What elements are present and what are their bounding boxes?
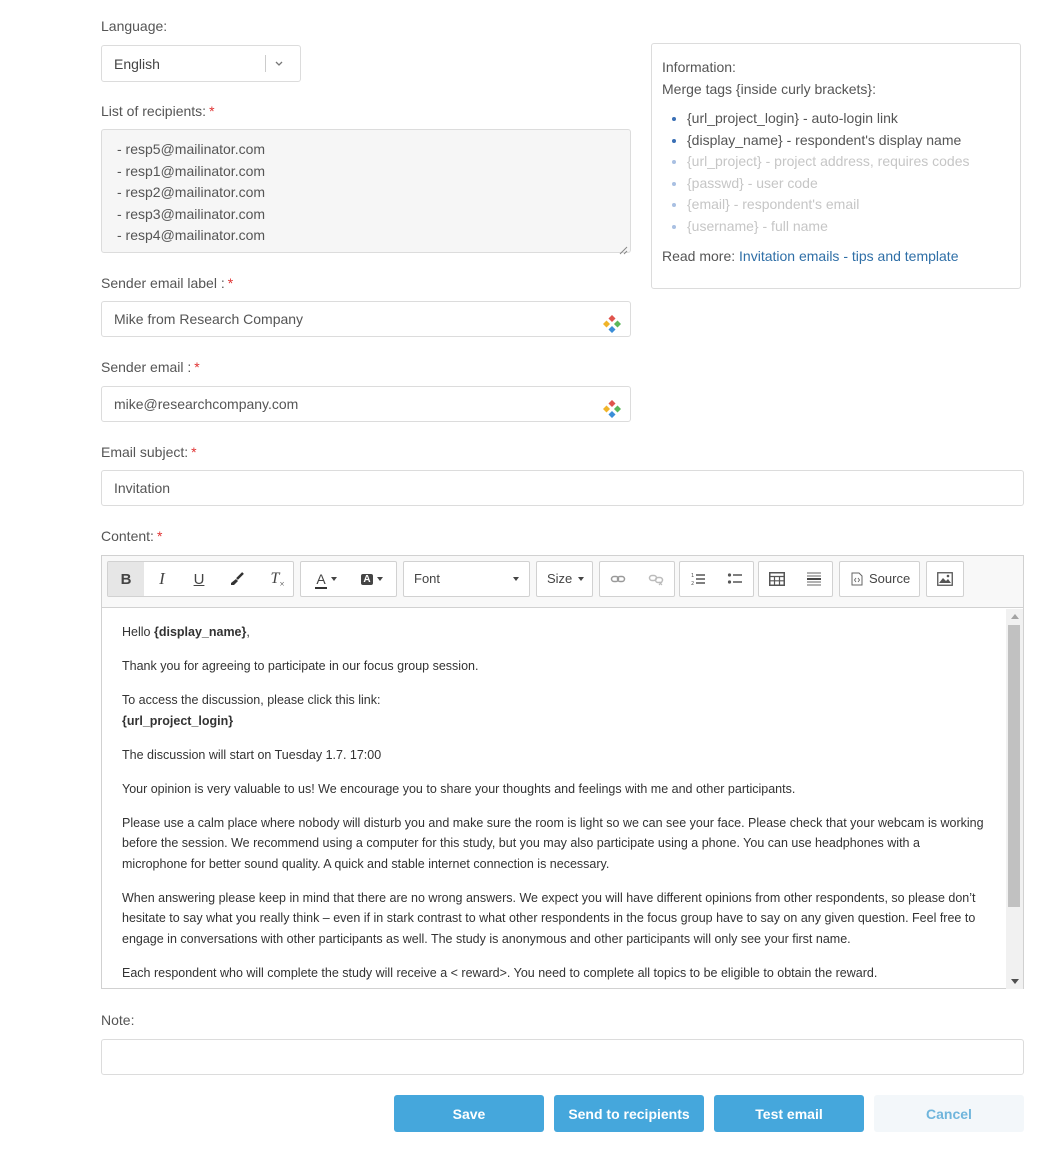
save-button[interactable]: Save	[394, 1095, 544, 1132]
brush-icon	[229, 571, 245, 587]
sender-label-input[interactable]	[101, 301, 631, 337]
table-button[interactable]	[759, 562, 795, 596]
bg-color-button[interactable]	[351, 562, 393, 596]
email-paragraph: When answering please keep in mind that there are no wrong answers. We expect you will have different opinions from other respondents, so please don’t hesitate to say what you really think – even if in stark contrast to what other respondents in the focus group have to say on any given question. Feel free to engage in conversations with other participants as well. The study is anonymous and other participants will only see your first name.	[122, 890, 976, 946]
info-title: Information:	[662, 59, 736, 75]
dropdown-arrow-icon	[513, 577, 519, 581]
source-button[interactable]	[839, 561, 920, 597]
editor-content[interactable]	[102, 609, 1005, 989]
size-combo[interactable]	[536, 561, 593, 597]
text-color-icon: A	[316, 571, 326, 587]
sender-email-input[interactable]	[101, 386, 631, 422]
merge-tag-item: • {passwd} - user code	[687, 173, 1010, 195]
bold-button[interactable]	[108, 562, 144, 596]
source-label: Source	[869, 571, 911, 586]
cancel-button[interactable]: Cancel	[874, 1095, 1024, 1132]
bullet-list-icon	[727, 571, 743, 587]
send-to-recipients-button[interactable]: Send to recipients	[554, 1095, 704, 1132]
bg-color-icon: A	[363, 573, 371, 585]
test-email-button[interactable]: Test email	[714, 1095, 864, 1132]
merge-tag-item: • {username} - full name	[687, 216, 1010, 238]
remove-format-button[interactable]	[257, 562, 293, 596]
remove-format-icon: T ×	[270, 570, 285, 589]
subject-input[interactable]	[101, 470, 1024, 506]
bold-icon: B	[120, 570, 132, 588]
toolbar-group-basic	[107, 561, 294, 597]
numbered-list-button[interactable]	[680, 562, 716, 596]
toolbar-group-insert	[758, 561, 833, 597]
svg-text:1: 1	[691, 573, 695, 579]
recipient-line: - resp3@mailinator.com	[117, 205, 266, 222]
dropdown-arrow-icon	[578, 577, 584, 581]
size-combo-label: Size	[547, 571, 573, 586]
merge-tags-info-panel	[651, 43, 1021, 289]
toolbar-group-links	[599, 561, 675, 597]
subject-value: Invitation	[114, 480, 171, 496]
font-combo[interactable]	[403, 561, 530, 597]
sender-email-value: mike@researchcompany.com	[114, 396, 299, 412]
merge-tag-item: • {email} - respondent's email	[687, 194, 1010, 216]
dropdown-arrow-icon	[377, 577, 383, 581]
recipient-line: - resp4@mailinator.com	[117, 227, 266, 243]
rich-text-editor[interactable]	[101, 555, 1024, 989]
email-paragraph: To access the discussion, please click this link: {url_project_login}	[122, 693, 381, 728]
toolbar-group-lists	[679, 561, 754, 597]
note-input[interactable]	[101, 1039, 1024, 1075]
image-icon	[937, 572, 953, 589]
sender-label-label: Sender email label : *	[101, 275, 234, 291]
recipients-textarea[interactable]	[101, 129, 631, 253]
unlink-icon	[648, 571, 664, 587]
recipient-line: - resp1@mailinator.com	[117, 162, 266, 179]
note-label: Note:	[101, 1012, 135, 1028]
email-paragraph: Please use a calm place where nobody will disturb you and make sure the room is light so we can see your face. Please check that your webcam is working before the session. We recommend using a computer for this study, but you may also participate using a phone. You can use headphones with a microphone for better sound quality. A quick and stable internet connection is necessary.	[122, 815, 984, 871]
scrollbar-thumb[interactable]	[1008, 625, 1020, 907]
svg-text:2: 2	[691, 581, 695, 587]
resize-grip-icon[interactable]	[618, 240, 628, 250]
email-paragraph: Hello {display_name},	[122, 625, 250, 639]
merge-tag-icon[interactable]	[603, 311, 621, 329]
merge-tag-icon[interactable]	[603, 396, 621, 414]
text-color-button[interactable]	[305, 562, 347, 596]
recipients-label: List of recipients: *	[101, 103, 215, 119]
toolbar-group-colors	[300, 561, 397, 597]
font-combo-label: Font	[414, 571, 441, 586]
email-paragraph: The discussion will start on Tuesday 1.7. 17:00	[122, 747, 382, 762]
language-value: English	[114, 56, 160, 72]
editor-scrollbar[interactable]	[1006, 609, 1023, 989]
content-label: Content: *	[101, 528, 163, 544]
source-icon	[851, 572, 863, 589]
numbered-list-icon	[690, 571, 706, 587]
merge-tag-list	[687, 108, 1010, 237]
recipient-line: - resp2@mailinator.com	[117, 184, 266, 200]
link-icon	[610, 571, 626, 587]
unlink-button[interactable]	[638, 562, 674, 596]
read-more: Read more: Invitation emails - tips and template	[662, 248, 959, 264]
italic-button[interactable]	[144, 562, 180, 596]
editor-toolbar	[102, 556, 1023, 608]
dropdown-arrow-icon	[331, 577, 337, 581]
info-subtitle: Merge tags {inside curly brackets}:	[662, 81, 876, 97]
subject-label: Email subject: *	[101, 444, 197, 460]
sender-label-value: Mike from Research Company	[114, 311, 304, 327]
email-paragraph: Your opinion is very valuable to us! We encourage you to share your thoughts and feelings with me and other participants.	[122, 781, 796, 796]
email-paragraph: Each respondent who will complete the study will receive a < reward>. You need to complete all topics to be eligible to obtain the reward.	[122, 965, 878, 980]
chevron-down-icon	[272, 55, 286, 71]
horizontal-line-icon	[806, 571, 822, 587]
underline-button[interactable]	[181, 562, 217, 596]
horizontal-line-button[interactable]	[796, 562, 832, 596]
format-painter-button[interactable]	[219, 562, 255, 596]
sender-email-label: Sender email : *	[101, 359, 200, 375]
merge-tag-item: • {url_project} - project address, requires codes	[687, 151, 1010, 173]
language-select[interactable]	[101, 45, 301, 82]
link-button[interactable]	[600, 562, 636, 596]
recipient-line: - resp5@mailinator.com	[117, 141, 266, 157]
scroll-down-arrow-icon[interactable]	[1011, 979, 1019, 984]
merge-tag-item: • {url_project_login} - auto-login link	[687, 108, 1010, 130]
select-separator	[265, 55, 266, 72]
scroll-up-arrow-icon[interactable]	[1011, 614, 1019, 619]
table-icon	[769, 572, 785, 586]
language-label: Language:	[101, 18, 168, 34]
italic-icon: I	[159, 569, 165, 588]
image-button[interactable]	[926, 561, 964, 597]
email-paragraph: Thank you for agreeing to participate in our focus group session.	[122, 659, 479, 673]
bullet-list-button[interactable]	[717, 562, 753, 596]
merge-tag-item: • {display_name} - respondent's display name	[687, 130, 1010, 152]
read-more-link[interactable]: Invitation emails - tips and template	[739, 248, 959, 264]
underline-icon: U	[193, 570, 205, 588]
